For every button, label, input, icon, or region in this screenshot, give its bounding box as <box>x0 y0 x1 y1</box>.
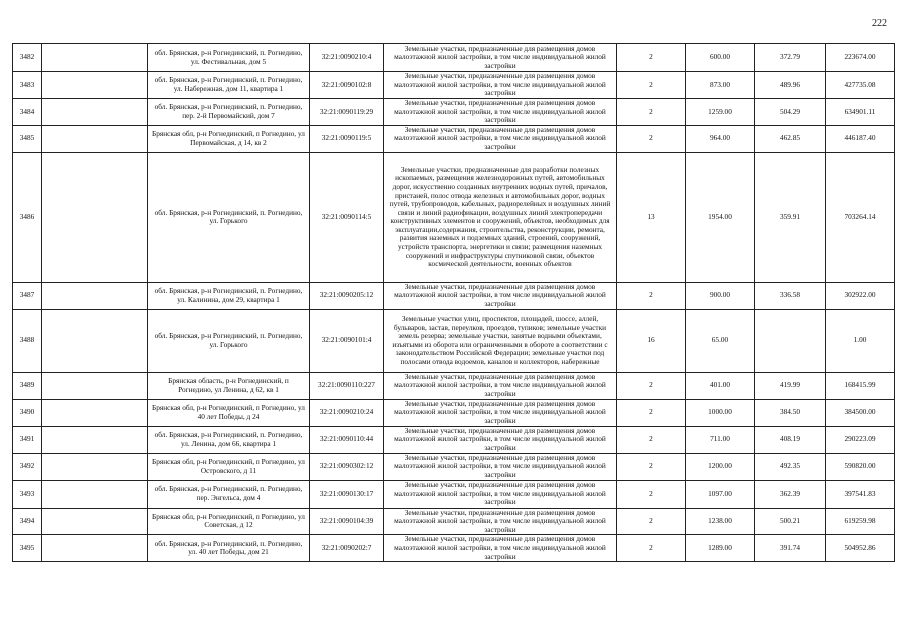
table-row <box>13 309 895 372</box>
cadastral-value-cell: 590820.00 <box>826 453 895 480</box>
cadastral-value-cell: 223674.00 <box>826 44 895 72</box>
cadastral-value-cell: 384500.00 <box>826 399 895 426</box>
use-code-cell: 2 <box>617 372 686 399</box>
table-row <box>13 125 895 152</box>
area-cell: 1200.00 <box>686 453 755 480</box>
row-number-cell: 3493 <box>13 480 42 508</box>
row-number-cell: 3487 <box>13 282 42 309</box>
land-use-cell: Земельные участки, предназначенные для размещения домов малоэтажной жилой застройки, в том числе индивидуальной жилой застройки <box>384 99 617 126</box>
cadastral-value-cell: 504952.86 <box>826 535 895 562</box>
use-code-cell: 2 <box>617 426 686 453</box>
use-code-cell: 2 <box>617 125 686 152</box>
table-row <box>13 426 895 453</box>
table-row <box>13 99 895 126</box>
specific-value-cell: 408.19 <box>755 426 826 453</box>
specific-value-cell: 359.91 <box>755 152 826 282</box>
cadastral-number-cell: 32:21:0090210:4 <box>310 44 384 72</box>
empty-cell <box>42 44 148 72</box>
address-cell: обл. Брянская, р-н Рогнединский, п. Рогнедино, ул. Горького <box>148 152 310 282</box>
specific-value-cell: 500.21 <box>755 508 826 535</box>
cadastral-number-cell: 32:21:0090110:44 <box>310 426 384 453</box>
use-code-cell: 2 <box>617 508 686 535</box>
table-row <box>13 399 895 426</box>
area-cell: 600.00 <box>686 44 755 72</box>
empty-cell <box>42 282 148 309</box>
use-code-cell: 2 <box>617 453 686 480</box>
cadastral-number-cell: 32:21:0090102:8 <box>310 72 384 99</box>
use-code-cell: 2 <box>617 44 686 72</box>
specific-value-cell: 391.74 <box>755 535 826 562</box>
area-cell: 873.00 <box>686 72 755 99</box>
row-number-cell: 3494 <box>13 508 42 535</box>
address-cell: обл. Брянская, р-н Рогнединский, п. Рогнедино, пер. 2-й Первомайский, дом 7 <box>148 99 310 126</box>
cadastral-value-cell: 168415.99 <box>826 372 895 399</box>
cadastral-value-cell: 290223.09 <box>826 426 895 453</box>
specific-value-cell: 462.85 <box>755 125 826 152</box>
land-use-cell: Земельные участки, предназначенные для размещения домов малоэтажной жилой застройки, в том числе индивидуальной жилой застройки <box>384 453 617 480</box>
use-code-cell: 2 <box>617 72 686 99</box>
specific-value-cell: 372.79 <box>755 44 826 72</box>
row-number-cell: 3488 <box>13 309 42 372</box>
address-cell: обл. Брянская, р-н Рогнединский, п. Рогнедино, ул. Ленина, дом 66, квартира 1 <box>148 426 310 453</box>
address-cell: обл. Брянская, р-н Рогнединский, п. Рогнедино, пер. Энгельса, дом 4 <box>148 480 310 508</box>
page-number: 222 <box>872 18 887 29</box>
land-use-cell: Земельные участки, предназначенные для размещения домов малоэтажной жилой застройки, в том числе индивидуальной жилой застройки <box>384 44 617 72</box>
cadastral-number-cell: 32:21:0090130:17 <box>310 480 384 508</box>
area-cell: 900.00 <box>686 282 755 309</box>
row-number-cell: 3484 <box>13 99 42 126</box>
address-cell: Брянская обл, р-н Рогнединский, п Рогнедино, ул 40 лет Победы, д 24 <box>148 399 310 426</box>
table-row <box>13 282 895 309</box>
cadastral-value-cell: 427735.08 <box>826 72 895 99</box>
area-cell: 1238.00 <box>686 508 755 535</box>
table-row <box>13 44 895 72</box>
use-code-cell: 2 <box>617 99 686 126</box>
area-cell: 401.00 <box>686 372 755 399</box>
use-code-cell: 13 <box>617 152 686 282</box>
cadastral-value-cell: 634901.11 <box>826 99 895 126</box>
specific-value-cell: 489.96 <box>755 72 826 99</box>
address-cell: обл. Брянская, р-н Рогнединский, п. Рогнедино, ул. Набережная, дом 11, квартира 1 <box>148 72 310 99</box>
row-number-cell: 3489 <box>13 372 42 399</box>
specific-value-cell <box>755 309 826 372</box>
area-cell: 1097.00 <box>686 480 755 508</box>
area-cell: 1954.00 <box>686 152 755 282</box>
empty-cell <box>42 453 148 480</box>
table-row <box>13 535 895 562</box>
land-use-cell: Земельные участки, предназначенные для размещения домов малоэтажной жилой застройки, в том числе индивидуальной жилой застройки <box>384 508 617 535</box>
empty-cell <box>42 372 148 399</box>
empty-cell <box>42 99 148 126</box>
cadastral-number-cell: 32:21:0090110:227 <box>310 372 384 399</box>
empty-cell <box>42 309 148 372</box>
specific-value-cell: 362.39 <box>755 480 826 508</box>
cadastral-value-cell: 302922.00 <box>826 282 895 309</box>
empty-cell <box>42 72 148 99</box>
use-code-cell: 16 <box>617 309 686 372</box>
row-number-cell: 3483 <box>13 72 42 99</box>
row-number-cell: 3491 <box>13 426 42 453</box>
address-cell: обл. Брянская, р-н Рогнединский, п. Рогнедино, ул. Калинина, дом 29, квартира 1 <box>148 282 310 309</box>
empty-cell <box>42 125 148 152</box>
row-number-cell: 3486 <box>13 152 42 282</box>
use-code-cell: 2 <box>617 282 686 309</box>
land-use-cell: Земельные участки, предназначенные для размещения домов малоэтажной жилой застройки, в том числе индивидуальной жилой застройки <box>384 125 617 152</box>
cadastral-number-cell: 32:21:0090302:12 <box>310 453 384 480</box>
specific-value-cell: 504.29 <box>755 99 826 126</box>
cadastral-value-cell: 397541.83 <box>826 480 895 508</box>
land-use-cell: Земельные участки, предназначенные для разработки полезных ископаемых, размещения железнодорожных путей, автомобильных дорог, искусственно созданных внутренних водных путей, причалов, пристаней, полос отвода железных и автомобильных дорог, водных путей, трубопроводов, кабельных, радиорелейных и воздушных линий связи и линий радиофикации, воздушных линий электропередачи конструктивных элементов и сооружений, объектов, необходимых для эксплуатации,содержания, строительства, реконструкции, ремонта, развития наземных и подземных зданий, строений, сооружений, устройств транспорта, энергетики и связи; размещения наземных сооружений и инфраструктуры спутниковой связи, объектов космической деятельности, военных объектов <box>384 152 617 282</box>
row-number-cell: 3492 <box>13 453 42 480</box>
use-code-cell: 2 <box>617 399 686 426</box>
empty-cell <box>42 480 148 508</box>
cadastral-number-cell: 32:21:0090114:5 <box>310 152 384 282</box>
address-cell: Брянская обл, р-н Рогнединский, п Рогнедино, ул Советская, д 12 <box>148 508 310 535</box>
land-use-cell: Земельные участки, предназначенные для размещения домов малоэтажной жилой застройки, в том числе индивидуальной жилой застройки <box>384 372 617 399</box>
specific-value-cell: 384.50 <box>755 399 826 426</box>
specific-value-cell: 492.35 <box>755 453 826 480</box>
table-row <box>13 453 895 480</box>
area-cell: 1259.00 <box>686 99 755 126</box>
table-row <box>13 480 895 508</box>
cadastral-number-cell: 32:21:0090202:7 <box>310 535 384 562</box>
address-cell: Брянская область, р-н Рогнединский, п Рогнедино, ул Ленина, д 62, кв 1 <box>148 372 310 399</box>
cadastral-number-cell: 32:21:0090104:39 <box>310 508 384 535</box>
cadastral-number-cell: 32:21:0090210:24 <box>310 399 384 426</box>
cadastral-number-cell: 32:21:0090101:4 <box>310 309 384 372</box>
land-use-cell: Земельные участки улиц, проспектов, площадей, шоссе, аллей, бульваров, застав, переулков, проездов, тупиков; земельные участки земель резерва; земельные участки, занятые водными объектами, изъятыми из оборота или ограниченными в обороте в соответствии с законодательством Российской Федерации; земельные участки под полосами отвода водоемов, каналов и коллекторов, набережные <box>384 309 617 372</box>
cadastral-value-cell: 703264.14 <box>826 152 895 282</box>
row-number-cell: 3495 <box>13 535 42 562</box>
area-cell: 964.00 <box>686 125 755 152</box>
table-body <box>13 44 895 562</box>
use-code-cell: 2 <box>617 480 686 508</box>
cadastral-value-cell: 1.00 <box>826 309 895 372</box>
address-cell: Брянская обл, р-н Рогнединский, п Рогнедино, ул Первомайская, д 14, кв 2 <box>148 125 310 152</box>
empty-cell <box>42 152 148 282</box>
table-row <box>13 508 895 535</box>
address-cell: Брянская обл, р-н Рогнединский, п Рогнедино, ул Островского, д 11 <box>148 453 310 480</box>
table-row <box>13 72 895 99</box>
cadastral-number-cell: 32:21:0090205:12 <box>310 282 384 309</box>
empty-cell <box>42 535 148 562</box>
cadastral-value-cell: 446187.40 <box>826 125 895 152</box>
table-row <box>13 372 895 399</box>
area-cell: 1000.00 <box>686 399 755 426</box>
land-use-cell: Земельные участки, предназначенные для размещения домов малоэтажной жилой застройки, в том числе индивидуальной жилой застройки <box>384 480 617 508</box>
row-number-cell: 3482 <box>13 44 42 72</box>
cadastral-number-cell: 32:21:0090119:5 <box>310 125 384 152</box>
empty-cell <box>42 399 148 426</box>
address-cell: обл. Брянская, р-н Рогнединский, п. Рогнедино, ул. Горького <box>148 309 310 372</box>
cadastral-value-table <box>12 43 895 562</box>
area-cell: 1289.00 <box>686 535 755 562</box>
empty-cell <box>42 426 148 453</box>
land-use-cell: Земельные участки, предназначенные для размещения домов малоэтажной жилой застройки, в том числе индивидуальной жилой застройки <box>384 72 617 99</box>
address-cell: обл. Брянская, р-н Рогнединский, п. Рогнедино, ул. Фестивальная, дом 5 <box>148 44 310 72</box>
land-use-cell: Земельные участки, предназначенные для размещения домов малоэтажной жилой застройки, в том числе индивидуальной жилой застройки <box>384 535 617 562</box>
row-number-cell: 3485 <box>13 125 42 152</box>
specific-value-cell: 419.99 <box>755 372 826 399</box>
address-cell: обл. Брянская, р-н Рогнединский, п. Рогнедино, ул. 40 лет Победы, дом 21 <box>148 535 310 562</box>
row-number-cell: 3490 <box>13 399 42 426</box>
cadastral-number-cell: 32:21:0090119:29 <box>310 99 384 126</box>
table-row <box>13 152 895 282</box>
area-cell: 65.00 <box>686 309 755 372</box>
land-use-cell: Земельные участки, предназначенные для размещения домов малоэтажной жилой застройки, в том числе индивидуальной жилой застройки <box>384 426 617 453</box>
area-cell: 711.00 <box>686 426 755 453</box>
land-use-cell: Земельные участки, предназначенные для размещения домов малоэтажной жилой застройки, в том числе индивидуальной жилой застройки <box>384 399 617 426</box>
use-code-cell: 2 <box>617 535 686 562</box>
land-use-cell: Земельные участки, предназначенные для размещения домов малоэтажной жилой застройки, в том числе индивидуальной жилой застройки <box>384 282 617 309</box>
empty-cell <box>42 508 148 535</box>
cadastral-value-cell: 619259.98 <box>826 508 895 535</box>
specific-value-cell: 336.58 <box>755 282 826 309</box>
